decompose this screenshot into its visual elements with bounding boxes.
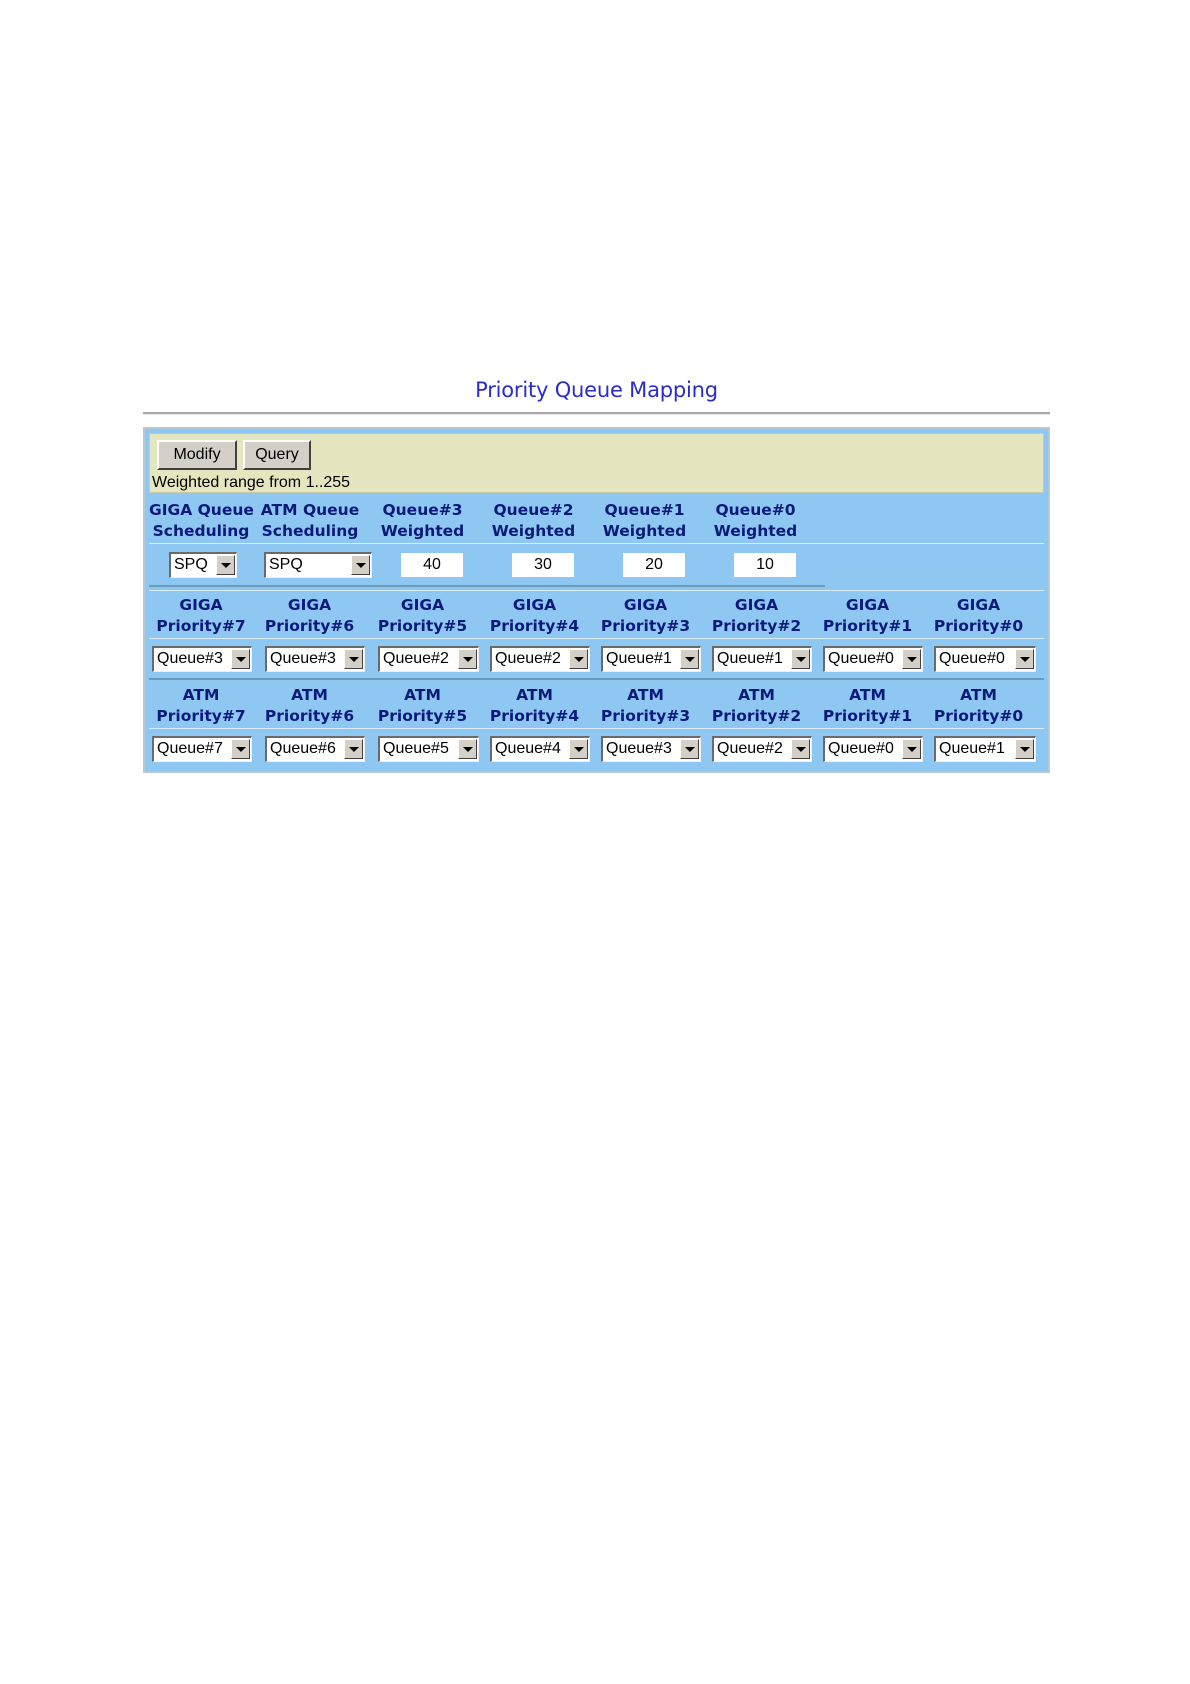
giga-scheduling-select[interactable]: SPQ [169, 552, 237, 578]
giga-priority5-select[interactable]: Queue#2 [378, 646, 479, 672]
header-atm-priority7: ATM Priority#7 [156, 686, 246, 725]
header-giga-priority4: GIGA Priority#4 [489, 596, 580, 635]
chevron-down-icon[interactable] [791, 739, 810, 759]
header-giga-queue-scheduling: GIGA Queue Scheduling [149, 501, 254, 540]
header-giga-priority7: GIGA Priority#7 [156, 596, 246, 635]
chevron-down-icon[interactable] [680, 649, 699, 669]
header-queue2-weighted: Queue#2 Weighted [491, 501, 576, 540]
queue-mapping-panel [143, 427, 1050, 773]
chevron-down-icon[interactable] [231, 739, 250, 759]
header-atm-queue-scheduling: ATM Queue Scheduling [260, 501, 360, 540]
chevron-down-icon[interactable] [791, 649, 810, 669]
modify-button[interactable]: Modify [157, 440, 237, 470]
giga-priority1-select[interactable]: Queue#0 [823, 646, 923, 672]
giga-priority4-select[interactable]: Queue#2 [490, 646, 590, 672]
row-divider [149, 678, 1044, 680]
atm-priority0-select[interactable]: Queue#1 [934, 736, 1036, 762]
atm-scheduling-select[interactable]: SPQ [264, 552, 372, 578]
chevron-down-icon[interactable] [231, 649, 250, 669]
chevron-down-icon[interactable] [216, 555, 235, 575]
atm-priority6-select[interactable]: Queue#6 [265, 736, 365, 762]
title-divider [143, 412, 1050, 415]
header-atm-priority0: ATM Priority#0 [933, 686, 1024, 725]
chevron-down-icon[interactable] [344, 649, 363, 669]
row-divider [149, 638, 1044, 639]
chevron-down-icon[interactable] [458, 739, 477, 759]
chevron-down-icon[interactable] [458, 649, 477, 669]
chevron-down-icon[interactable] [1015, 739, 1034, 759]
chevron-down-icon[interactable] [569, 739, 588, 759]
row-divider [149, 590, 1044, 591]
atm-priority7-select[interactable]: Queue#7 [152, 736, 252, 762]
giga-priority0-select[interactable]: Queue#0 [934, 646, 1036, 672]
chevron-down-icon[interactable] [344, 739, 363, 759]
atm-priority1-select[interactable]: Queue#0 [823, 736, 923, 762]
header-atm-priority5: ATM Priority#5 [377, 686, 468, 725]
header-atm-priority3: ATM Priority#3 [600, 686, 691, 725]
queue3-weight-input[interactable]: 40 [401, 553, 463, 577]
header-giga-priority3: GIGA Priority#3 [600, 596, 691, 635]
header-atm-priority6: ATM Priority#6 [264, 686, 355, 725]
atm-priority5-select[interactable]: Queue#5 [378, 736, 479, 762]
header-giga-priority0: GIGA Priority#0 [933, 596, 1024, 635]
chevron-down-icon[interactable] [1015, 649, 1034, 669]
header-giga-priority6: GIGA Priority#6 [264, 596, 355, 635]
giga-priority3-select[interactable]: Queue#1 [601, 646, 701, 672]
toolbar [149, 433, 1044, 493]
giga-priority2-select[interactable]: Queue#1 [712, 646, 812, 672]
header-atm-priority4: ATM Priority#4 [489, 686, 580, 725]
chevron-down-icon[interactable] [902, 649, 921, 669]
header-queue1-weighted: Queue#1 Weighted [602, 501, 687, 540]
chevron-down-icon[interactable] [680, 739, 699, 759]
row-divider [149, 585, 825, 587]
chevron-down-icon[interactable] [351, 555, 370, 575]
giga-priority7-select[interactable]: Queue#3 [152, 646, 252, 672]
header-giga-priority1: GIGA Priority#1 [822, 596, 913, 635]
row-divider [149, 728, 1044, 729]
row-divider [149, 543, 1044, 544]
atm-priority2-select[interactable]: Queue#2 [712, 736, 812, 762]
header-atm-priority1: ATM Priority#1 [822, 686, 913, 725]
queue0-weight-input[interactable]: 10 [734, 553, 796, 577]
header-queue3-weighted: Queue#3 Weighted [380, 501, 465, 540]
queue1-weight-input[interactable]: 20 [623, 553, 685, 577]
queue2-weight-input[interactable]: 30 [512, 553, 574, 577]
chevron-down-icon[interactable] [569, 649, 588, 669]
query-button[interactable]: Query [243, 440, 311, 470]
atm-priority4-select[interactable]: Queue#4 [490, 736, 590, 762]
header-giga-priority5: GIGA Priority#5 [377, 596, 468, 635]
giga-priority6-select[interactable]: Queue#3 [265, 646, 365, 672]
chevron-down-icon[interactable] [902, 739, 921, 759]
header-giga-priority2: GIGA Priority#2 [711, 596, 802, 635]
page-title: Priority Queue Mapping [475, 378, 718, 402]
header-atm-priority2: ATM Priority#2 [711, 686, 802, 725]
weighted-range-note: Weighted range from 1..255 [152, 474, 351, 491]
atm-priority3-select[interactable]: Queue#3 [601, 736, 701, 762]
header-queue0-weighted: Queue#0 Weighted [713, 501, 798, 540]
